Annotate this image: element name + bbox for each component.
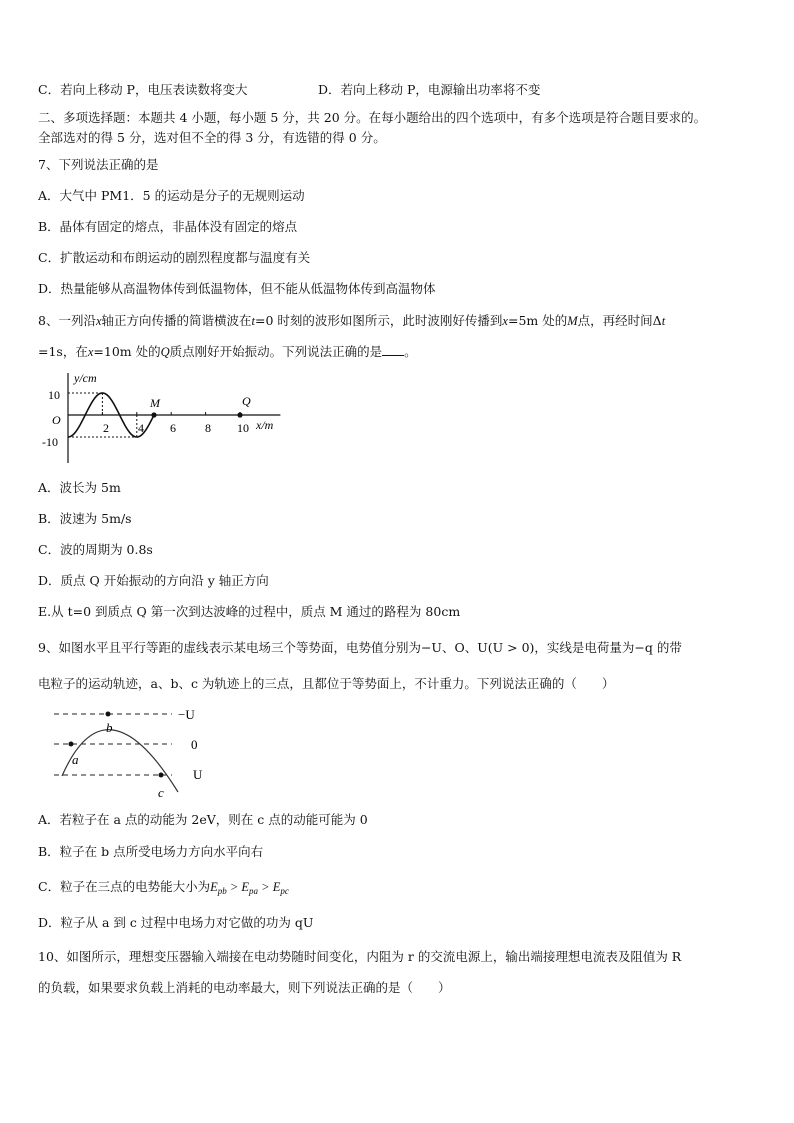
line-label-minus-u: −U [178, 707, 195, 722]
point-b [106, 712, 111, 717]
q9-option-a: A．若粒子在 a 点的动能为 2eV，则在 c 点的动能可能为 0 [38, 812, 368, 827]
q7-option-d: D．热量能够从高温物体传到低温物体，但不能从低温物体传到高温物体 [38, 281, 436, 296]
q10-stem-line2: 的负载，如果要求负载上消耗的电动率最大，则下列说法正确的是（ ） [38, 980, 451, 995]
q9-option-d: D．粒子从 a 到 c 过程中电场力对它做的功为 qU [38, 915, 314, 930]
q8-option-a: A．波长为 5m [38, 480, 121, 495]
wave-figure [38, 368, 288, 468]
q8-option-e: E.从 t=0 到质点 Q 第一次到达波峰的过程中，质点 M 通过的路程为 80cm [38, 604, 461, 619]
q6-option-d: D．若向上移动 P，电源输出功率将不变 [318, 82, 541, 97]
q8-stem-line2: =1s，在x=10m 处的Q质点刚好开始振动。下列说法正确的是 。 [38, 344, 417, 359]
point-q-label: Q [242, 394, 251, 408]
q8-stem-line1: 8、一列沿x轴正方向传播的简谐横波在t=0 时刻的波形如图所示，此时波刚好传播到x=5m 处的M点，再经时间Δt [38, 313, 666, 328]
x-tick-2: 2 [103, 421, 109, 435]
section2-line2: 全部选对的得 5 分，选对但不全的得 3 分，有选错的得 0 分。 [38, 130, 386, 145]
x-tick-10: 10 [237, 421, 249, 435]
point-a [69, 742, 74, 747]
point-m-dot [151, 412, 156, 417]
line-label-zero: 0 [191, 737, 198, 752]
q9-option-b: B．粒子在 b 点所受电场力方向水平向右 [38, 844, 264, 859]
q7-stem: 7、下列说法正确的是 [38, 157, 159, 172]
q8-option-b: B．波速为 5m/s [38, 511, 132, 526]
answer-blank [382, 343, 404, 356]
q7-option-b: B．晶体有固定的熔点，非晶体没有固定的熔点 [38, 219, 298, 234]
q9-stem-line2: 电粒子的运动轨迹，a、b、c 为轨迹上的三点，且都位于等势面上，不计重力。下列说法正确的（ ） [38, 676, 615, 691]
q10-stem-line1: 10、如图所示，理想变压器输入端接在电动势随时间变化，内阻为 r 的交流电源上，输出端接理想电流表及阻值为 R [38, 949, 682, 964]
point-b-label: b [106, 720, 113, 735]
q9-stem-line1: 9、如图水平且平行等距的虚线表示某电场三个等势面，电势值分别为−U、O、U(U > 0)，实线是电荷量为−q 的带 [38, 640, 682, 655]
x-tick-8: 8 [205, 421, 211, 435]
y-tick-10: 10 [48, 388, 60, 402]
q7-option-a: A．大气中 PM1．5 的运动是分子的无规则运动 [38, 188, 305, 203]
origin-label: O [52, 413, 61, 427]
particle-trajectory [62, 730, 178, 792]
q8-option-c: C．波的周期为 0.8s [38, 542, 153, 557]
equipotential-figure [50, 702, 230, 800]
point-c [159, 773, 164, 778]
q6-option-c: C．若向上移动 P，电压表读数将变大 [38, 82, 248, 97]
line-label-u: U [193, 767, 203, 782]
x-tick-4: 4 [138, 421, 144, 435]
y-tick-minus10: -10 [42, 435, 58, 449]
section2-line1: 二、多项选择题：本题共 4 小题，每小题 5 分，共 20 分。在每小题给出的四个选项中，有多个选项是符合题目要求的。 [38, 110, 707, 125]
q8-option-d: D．质点 Q 开始振动的方向沿 y 轴正方向 [38, 573, 269, 588]
point-c-label: c [158, 785, 164, 800]
x-axis-label: x/m [256, 418, 274, 432]
y-axis-label: y/cm [74, 371, 97, 385]
point-q-dot [237, 412, 242, 417]
point-a-label: a [72, 752, 79, 767]
q7-option-c: C．扩散运动和布朗运动的剧烈程度都与温度有关 [38, 250, 311, 265]
x-tick-6: 6 [170, 421, 176, 435]
q9-option-c: C．粒子在三点的电势能大小为$E_{pb} > E_{pa} > E_{pc}$ [38, 879, 289, 896]
point-m-label: M [150, 396, 160, 410]
